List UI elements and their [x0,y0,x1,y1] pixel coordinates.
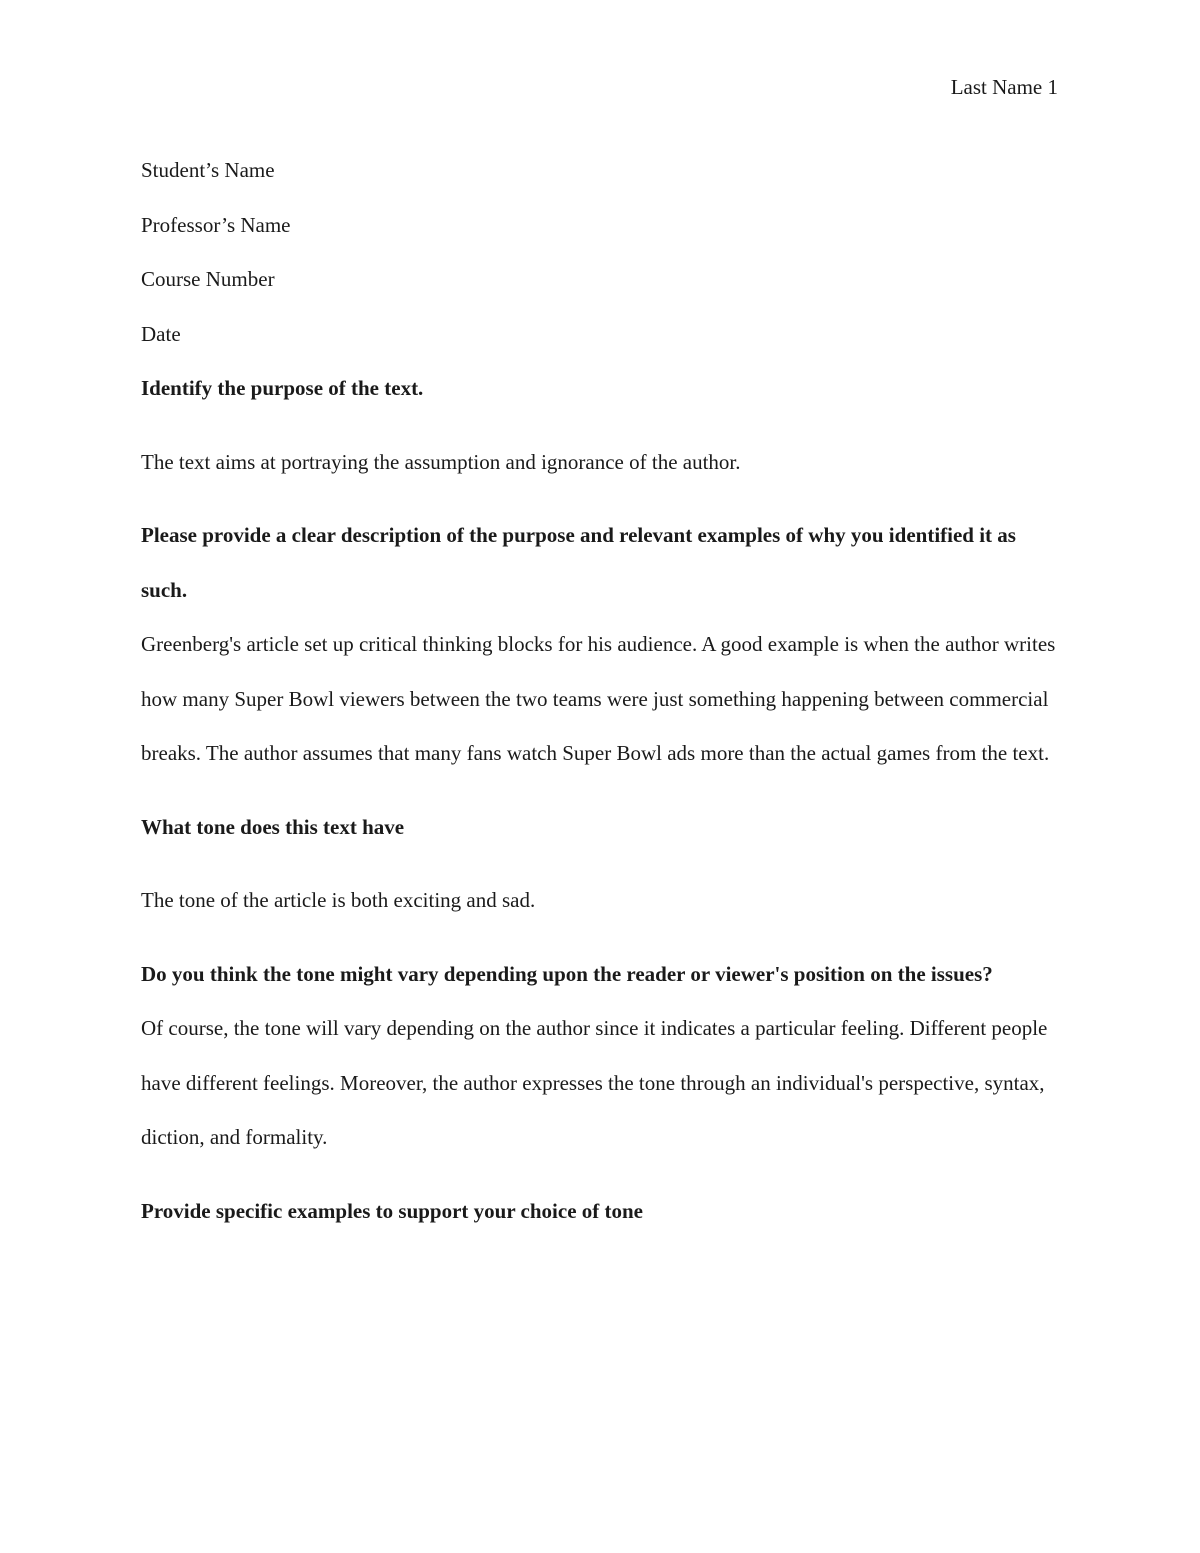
course-number: Course Number [141,267,275,291]
answer-2-paragraph: Greenberg's article set up critical thinking blocks for his audience. A good example is when the author writes how many Super Bowl viewers between the two teams were just something happening between commercial breaks. The author assumes that many fans watch Super Bowl ads more than the actual games from the text. [141,632,1056,765]
document-body [141,143,1059,1238]
question-3-heading: What tone does this text have [141,814,405,839]
date: Date [141,321,181,346]
running-head: Last Name 1 [950,75,1058,99]
professor-name: Professor’s Name [141,212,291,237]
answer-4-paragraph: Of course, the tone will vary depending on the author since it indicates a particular feeling. Different people have different feelings. Moreover, the author expresses the tone through an individual's perspective, syntax, diction, and formality. [141,1016,1048,1149]
answer-3-paragraph: The tone of the article is both exciting and sad. [141,888,536,912]
answer-1-paragraph: The text aims at portraying the assumption and ignorance of the author. [141,449,741,474]
question-2-heading: Please provide a clear description of the purpose and relevant examples of why you identified it as such. [141,523,1016,602]
question-4-heading: Do you think the tone might vary depending upon the reader or viewer's position on the issues? [141,961,993,986]
question-5-heading: Provide specific examples to support your choice of tone [141,1198,644,1223]
student-name: Student’s Name [141,158,275,182]
question-1-heading: Identify the purpose of the text. [141,376,424,400]
